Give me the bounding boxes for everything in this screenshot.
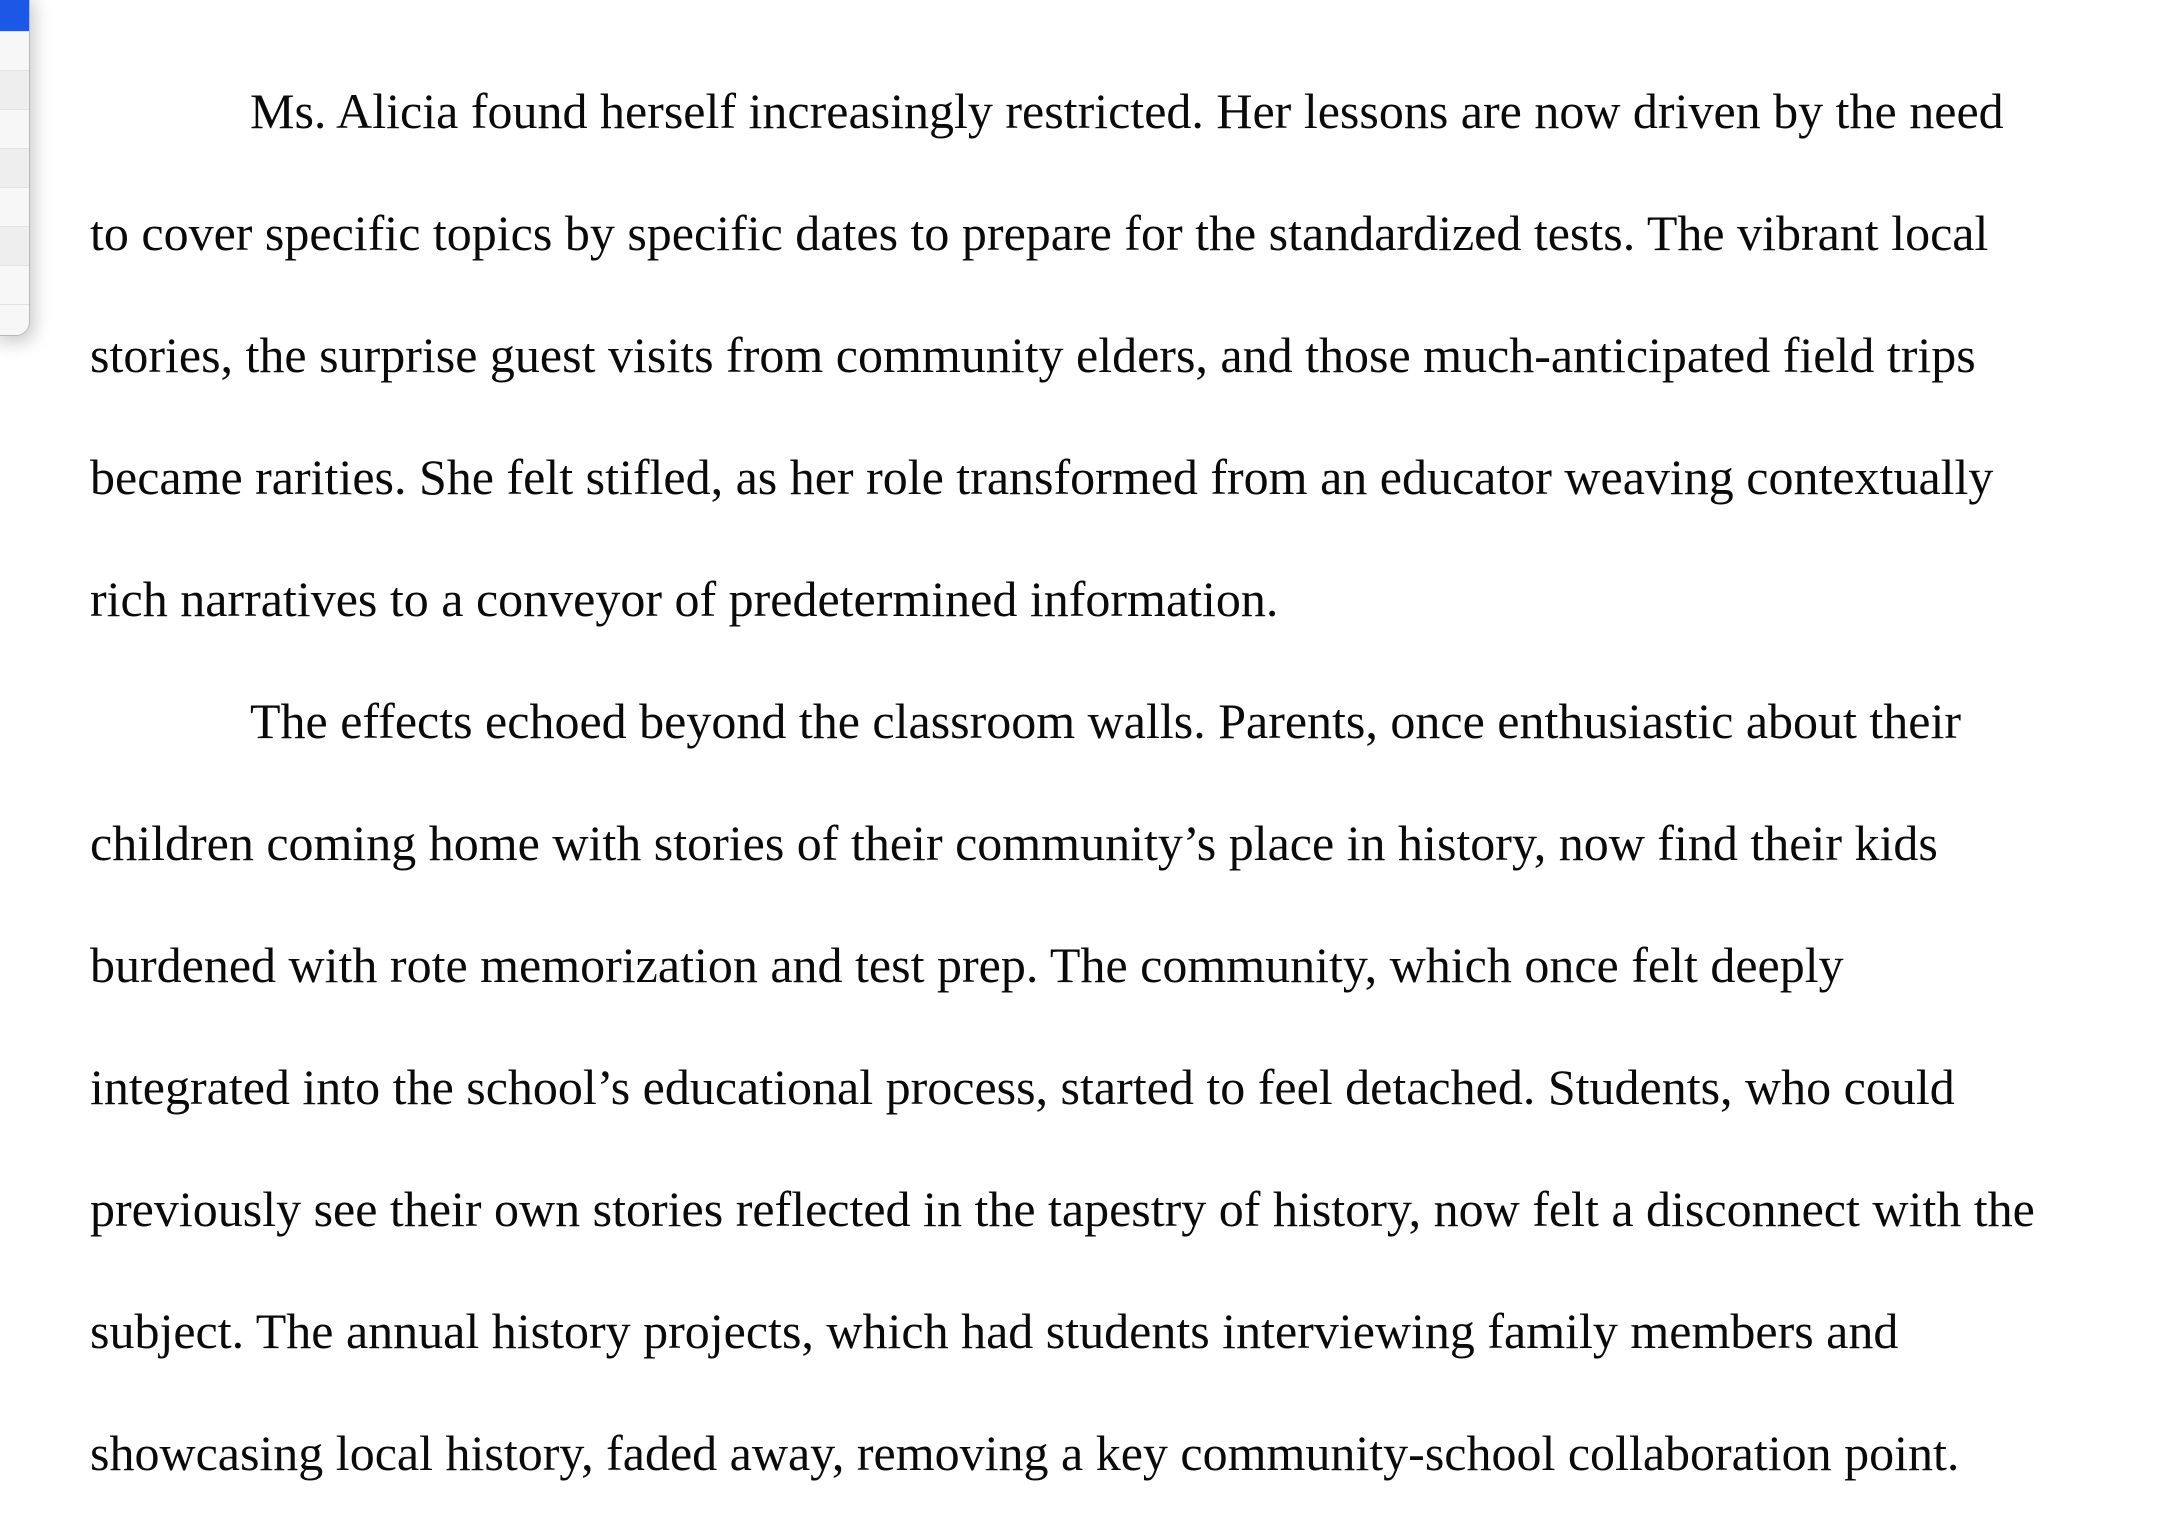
text-line: Ms. Alicia found herself increasingly restricted. Her lessons are now driven by the need [250,83,2004,139]
floating-sidebar-panel[interactable] [0,0,30,336]
text-line: rich narratives to a conveyor of predetermined information. [90,571,1279,627]
sidebar-row[interactable] [0,32,29,71]
text-line: previously see their own stories reflected in the tapestry of history, now felt a disconnect with the [90,1181,2035,1237]
sidebar-row[interactable] [0,227,29,266]
text-line: subject. The annual history projects, which had students interviewing family members and [90,1303,1899,1359]
sidebar-row[interactable] [0,110,29,149]
paragraph-2 [90,660,2168,1514]
text-line: integrated into the school’s educational process, started to feel detached. Students, who could [90,1059,1955,1115]
text-line: became rarities. She felt stifled, as her role transformed from an educator weaving contextually [90,449,1994,505]
paragraph-1 [90,50,2168,660]
sidebar-row[interactable] [0,266,29,305]
sidebar-row[interactable] [0,149,29,188]
text-line: showcasing local history, faded away, removing a key community-school collaboration point. [90,1425,1960,1481]
text-line: burdened with rote memorization and test prep. The community, which once felt deeply [90,937,1844,993]
text-line: children coming home with stories of their community’s place in history, now find their kids [90,815,1938,871]
sidebar-row[interactable] [0,71,29,110]
text-line: stories, the surprise guest visits from community elders, and those much-anticipated field trips [90,327,1976,383]
sidebar-row[interactable] [0,188,29,227]
sidebar-row-selected[interactable] [0,0,29,32]
text-line: to cover specific topics by specific dates to prepare for the standardized tests. The vibrant local [90,205,1989,261]
document-body[interactable] [90,50,2168,1514]
text-line: The effects echoed beyond the classroom walls. Parents, once enthusiastic about their [250,693,1962,749]
